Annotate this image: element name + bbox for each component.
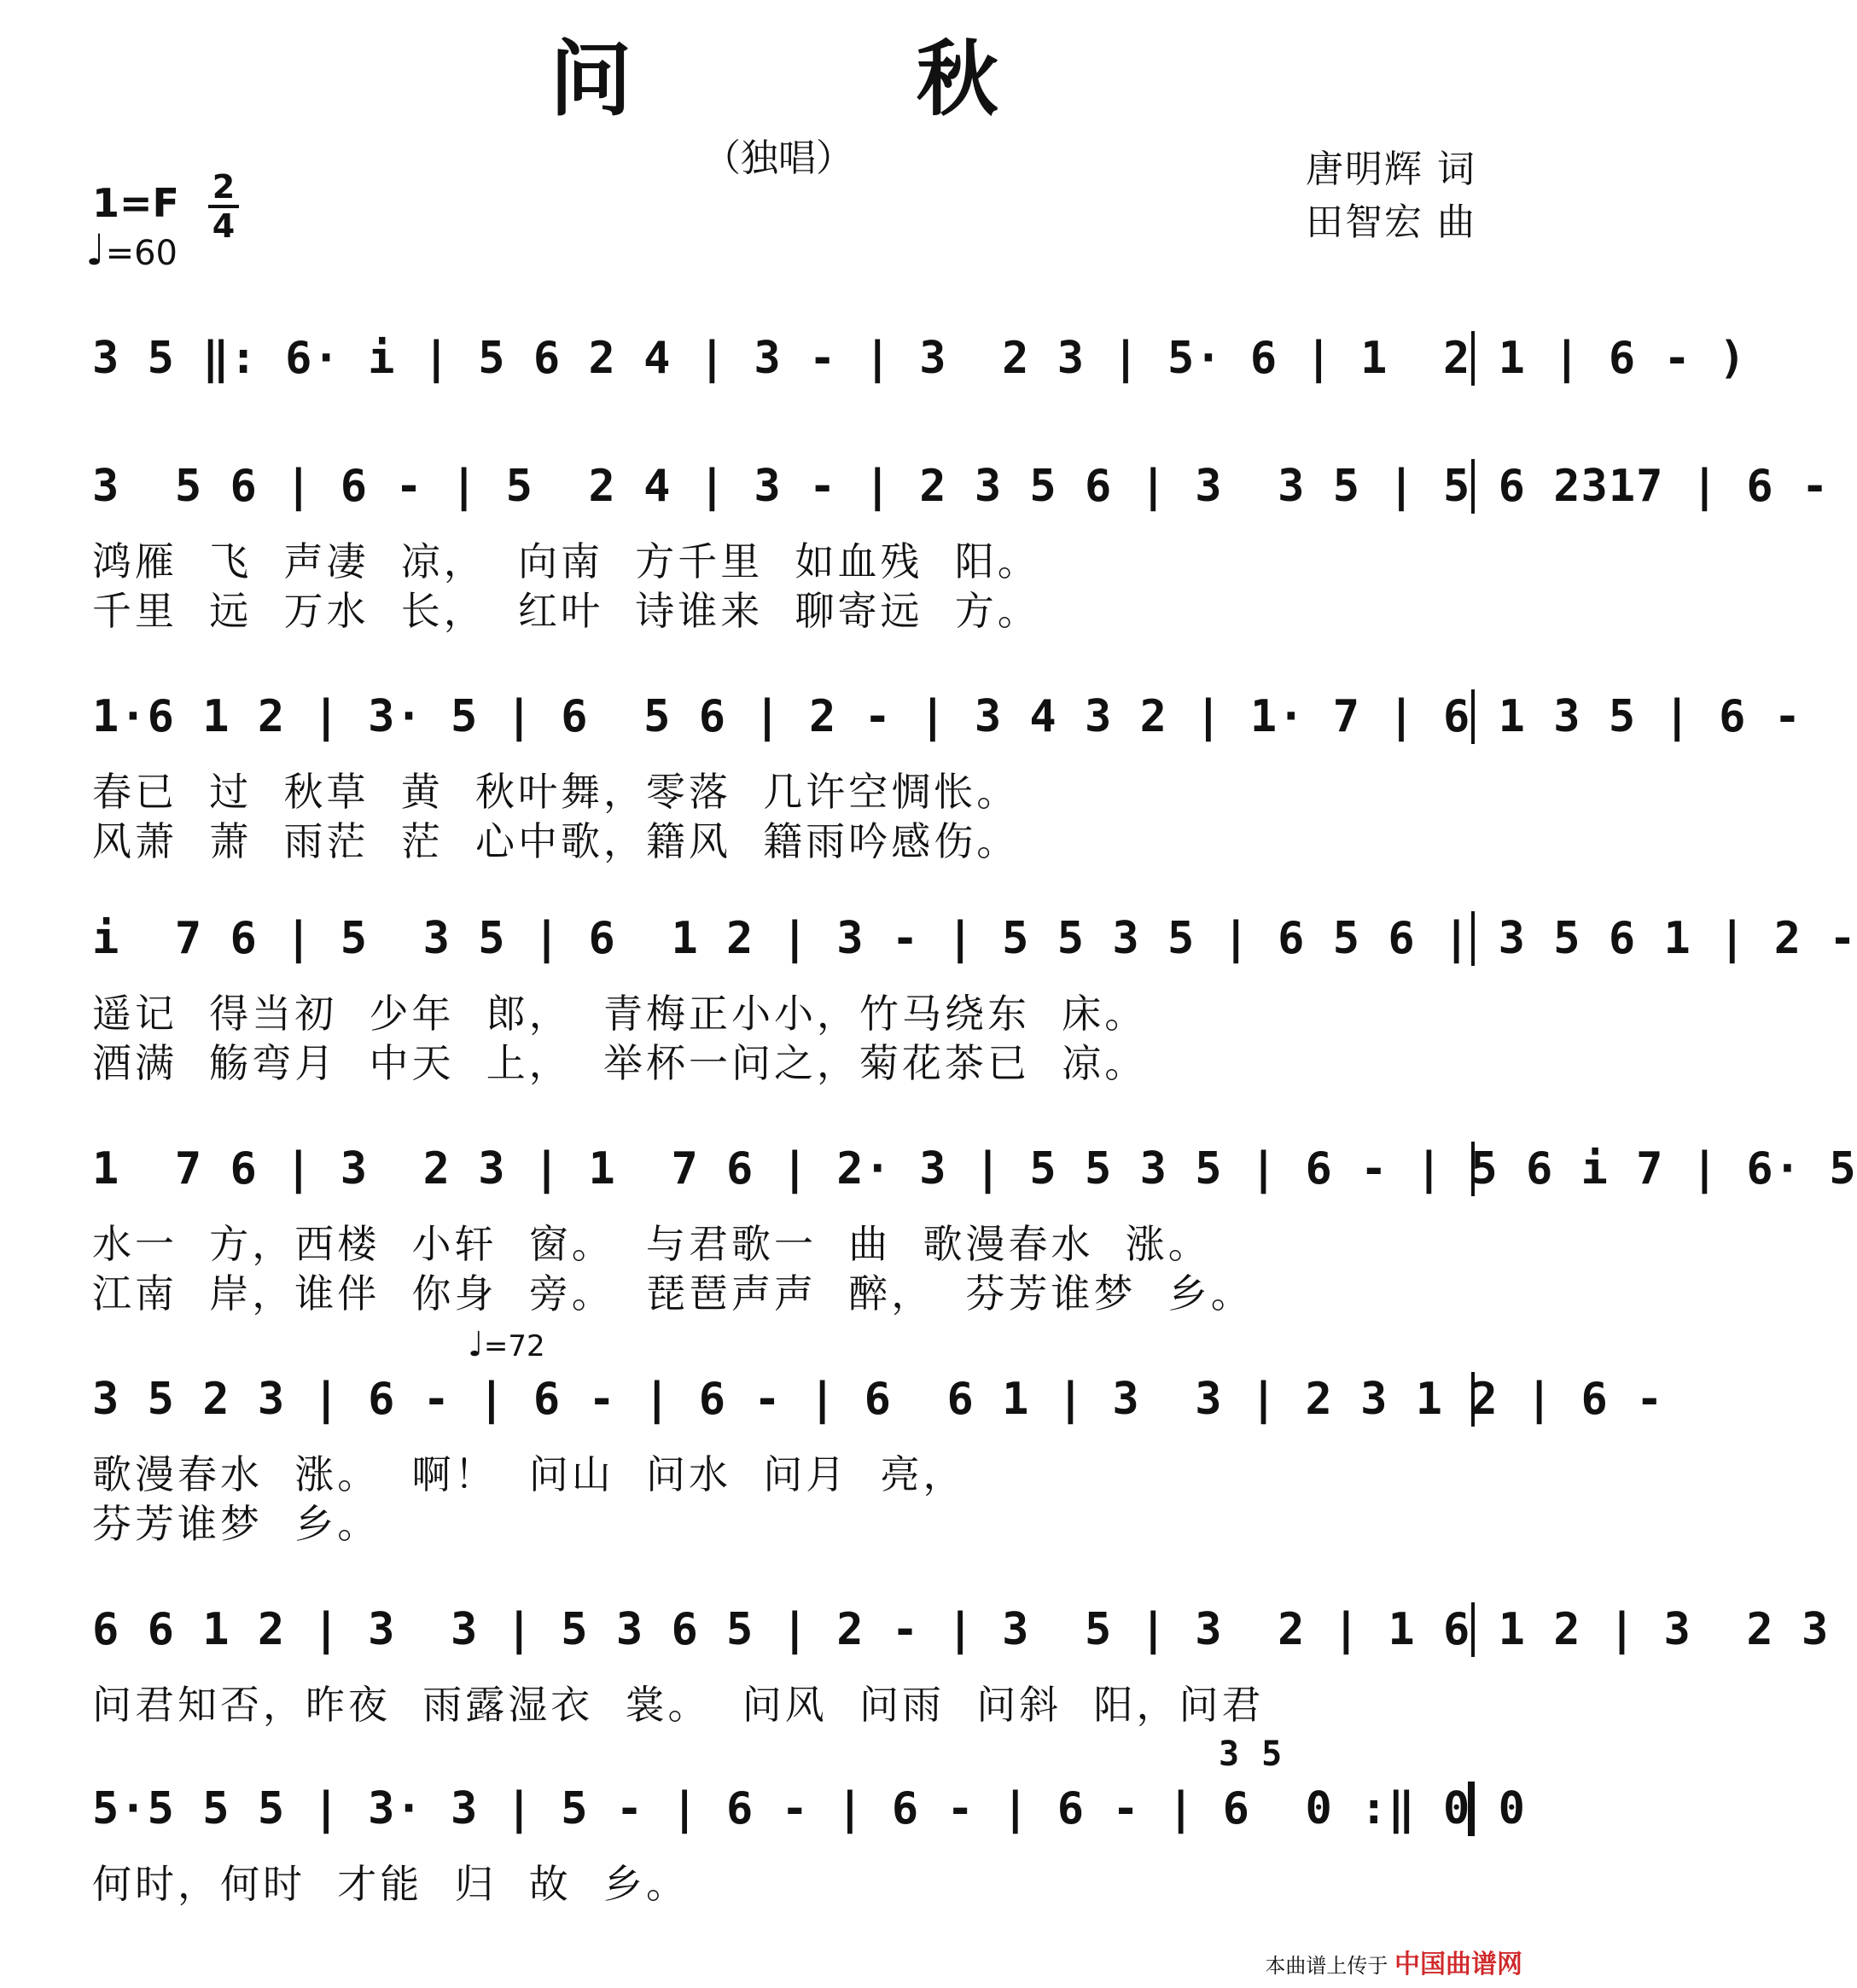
- footer-watermark: [1265, 1950, 1522, 1981]
- notes-line: 3 5 ‖: 6· i | 5 6 2 4 | 3 - | 3 2 3 | 5· 6 | 1 2 1 | 6 - ): [92, 333, 1747, 384]
- notes-line: 1·6 1 2 | 3· 5 | 6 5 6 | 2 - | 3 4 3 2 | 1· 7 | 6 1 3 5 | 6 -: [92, 691, 1802, 742]
- lyric-verse-2: 千里 远 万水 长， 红叶 诗谁来 聊寄远 方。: [92, 588, 1040, 634]
- time-top: 2: [212, 168, 236, 206]
- composer: 田智宏 曲: [1306, 201, 1476, 244]
- credits: [1306, 143, 1476, 249]
- footer-prefix: 本曲谱上传于: [1265, 1954, 1388, 1978]
- barline: [1471, 1372, 1475, 1427]
- system-8: [92, 1735, 1526, 1920]
- lyric-verse-1: 问君知否，昨夜 雨露湿衣 裳。 问风 问雨 问斜 阳，问君: [92, 1682, 1265, 1728]
- song-subtitle: （独唱）: [703, 137, 853, 180]
- quarter-note-icon: ♩: [85, 225, 106, 275]
- time-signature: [208, 168, 239, 245]
- system-1: [92, 324, 1747, 410]
- system-3: [92, 683, 1802, 879]
- barline: [1471, 1602, 1475, 1657]
- lyric-verse-2: 芬芳谁梦 乡。: [92, 1501, 381, 1547]
- lyric-verse-1: 春已 过 秋草 黄 秋叶舞，零落 几许空惆怅。: [92, 769, 1020, 815]
- key-signature: 1=F: [92, 180, 179, 226]
- notes-line: 5·5 5 5 | 3· 3 | 5 - | 6 - | 6 - | 6 - | 6 0 :‖ 0 0: [92, 1783, 1526, 1834]
- system-7: [92, 1596, 1830, 1741]
- barline: [1471, 911, 1475, 966]
- barline: [1471, 689, 1475, 744]
- lyric-verse-2: 风萧 萧 雨茫 茫 心中歌，籍风 籍雨吟感伤。: [92, 818, 1020, 864]
- lyric-verse-1: 歌漫春水 涨。 啊！ 问山 问水 问月 亮，: [92, 1451, 966, 1497]
- notes-line: 3 5 6 | 6 - | 5 2 4 | 3 - | 2 3 5 6 | 3 3 5 | 5 6 2317 | 6 -: [92, 461, 1830, 512]
- final-barline: [1468, 1782, 1475, 1836]
- site-logo: 中国曲谱网: [1394, 1950, 1522, 1979]
- notes-line: 3 5 2 3 | 6 - | 6 - | 6 - | 6 6 1 | 3 3 | 2 3 1 2 | 6 -: [92, 1374, 1664, 1425]
- barline: [1471, 459, 1475, 514]
- lyric-verse-1: 水一 方，西楼 小轩 窗。 与君歌一 曲 歌漫春水 涨。: [92, 1221, 1211, 1267]
- tempo-marking: [85, 225, 178, 275]
- tempo-value: =60: [105, 234, 178, 273]
- system-6: [92, 1325, 1664, 1561]
- notes-line: 1 7 6 | 3 2 3 | 1 7 6 | 2· 3 | 5 5 3 5 | 6 - | 5 6 i 7 | 6· 5: [92, 1143, 1857, 1195]
- notes-line: 6 6 1 2 | 3 3 | 5 3 6 5 | 2 - | 3 5 | 3 2 | 1 6 1 2 | 3 2 3: [92, 1604, 1830, 1655]
- lyric-verse-1: 遥记 得当初 少年 郎， 青梅正小小，竹马绕东 床。: [92, 991, 1148, 1037]
- barline: [1471, 331, 1475, 386]
- quarter-note-icon: ♩: [468, 1325, 484, 1364]
- lyric-verse-1: 何时，何时 才能 归 故 乡。: [92, 1861, 689, 1907]
- system-2: [92, 452, 1830, 648]
- system-4: [92, 904, 1857, 1101]
- time-bottom: 4: [212, 207, 236, 245]
- barline: [1471, 1142, 1475, 1196]
- song-title: 问 秋: [550, 31, 1126, 127]
- tempo-change: [468, 1325, 545, 1364]
- lyric-verse-1: 鸿雁 飞 声凄 凉， 向南 方千里 如血残 阳。: [92, 538, 1040, 584]
- alternate-notes: 3 5: [1219, 1735, 1284, 1774]
- lyricist: 唐明辉 词: [1306, 148, 1476, 191]
- tempo-change-value: =72: [483, 1329, 545, 1363]
- lyric-verse-2: 江南 岸，谁伴 你身 旁。 琵琶声声 醉， 芬芳谁梦 乡。: [92, 1270, 1254, 1317]
- lyric-verse-2: 酒满 觞弯月 中天 上， 举杯一问之，菊花茶已 凉。: [92, 1040, 1148, 1086]
- notes-line: i 7 6 | 5 3 5 | 6 1 2 | 3 - | 5 5 3 5 | 6 5 6 | 3 5 6 1 | 2 -: [92, 913, 1857, 964]
- system-5: [92, 1135, 1857, 1331]
